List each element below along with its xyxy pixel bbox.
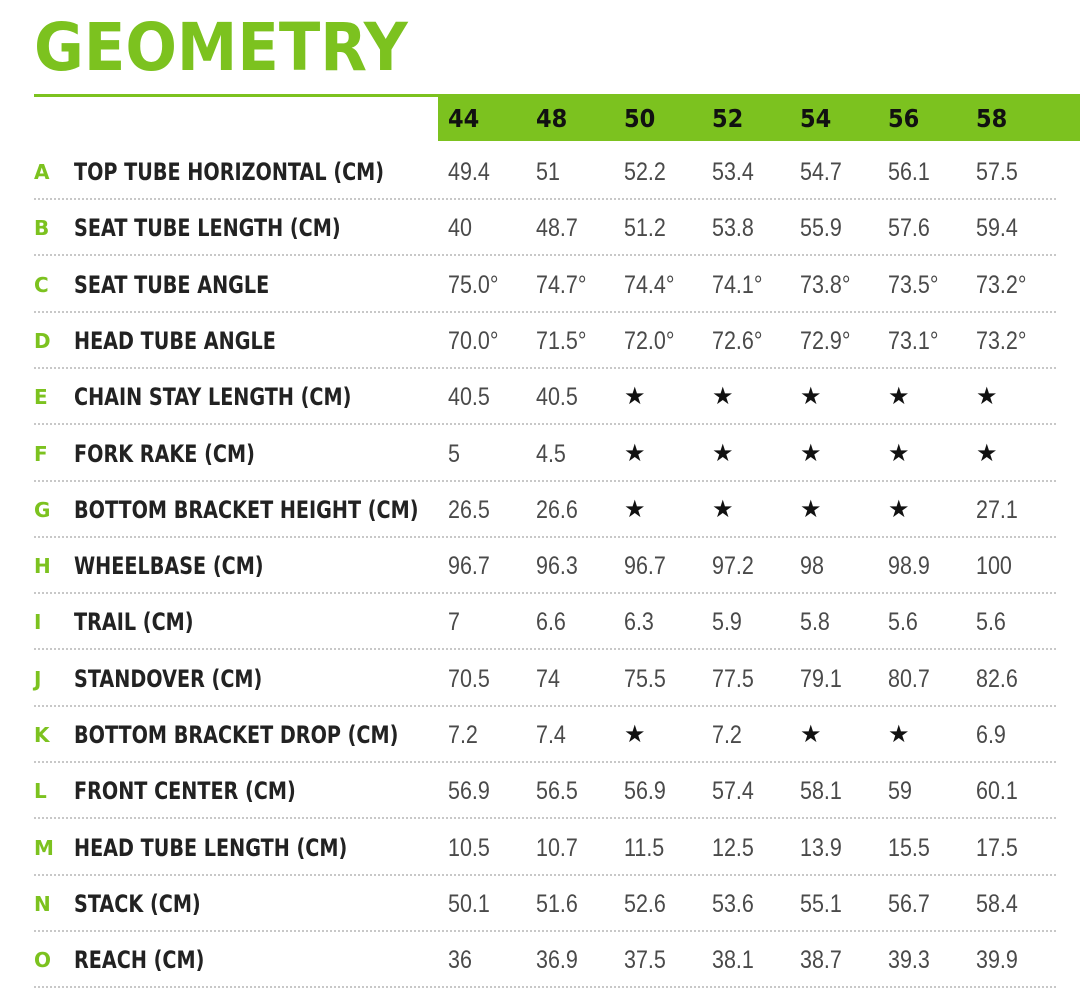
row-label: FRONT CENTER (CM) [74, 777, 296, 806]
table-cell: 72.6° [712, 326, 763, 355]
table-cell: 75.5 [624, 664, 666, 693]
table-cell: 96.3 [536, 552, 578, 581]
row-label: HEAD TUBE LENGTH (CM) [74, 833, 348, 862]
table-cell: 96.7 [624, 552, 666, 581]
table-cell: 53.8 [712, 214, 754, 243]
table-cell: 72.9° [800, 326, 851, 355]
table-cell: 37.5 [624, 946, 666, 975]
table-cell: 53.6 [712, 889, 754, 918]
star-icon: ★ [800, 383, 822, 411]
row-letter: A [34, 160, 50, 184]
table-cell: 7 [448, 608, 460, 637]
table-cell: 59 [888, 777, 912, 806]
table-row [34, 651, 1056, 707]
table-cell: 73.2° [976, 270, 1027, 299]
row-label: CHAIN STAY LENGTH (CM) [74, 383, 352, 412]
table-cell: 56.9 [448, 777, 490, 806]
row-label: HEAD TUBE ANGLE [74, 326, 276, 355]
row-letter: L [34, 779, 47, 804]
table-cell: 74 [536, 664, 560, 693]
row-letter: C [34, 272, 49, 297]
table-cell: 98 [800, 552, 824, 581]
table-row [34, 144, 1056, 200]
table-cell: 57.6 [888, 214, 930, 243]
table-cell: 4.5 [536, 439, 566, 468]
star-icon: ★ [624, 439, 646, 467]
table-cell: 17.5 [976, 833, 1018, 862]
table-cell: 38.7 [800, 946, 842, 975]
table-cell: 5.8 [800, 608, 830, 637]
row-label: SEAT TUBE LENGTH (CM) [74, 214, 341, 243]
row-letter: G [34, 497, 51, 522]
size-header-52: 52 [712, 104, 744, 133]
table-cell: 10.7 [536, 833, 578, 862]
table-row [34, 426, 1056, 482]
table-row [34, 538, 1056, 594]
star-icon: ★ [888, 383, 910, 411]
table-cell: 12.5 [712, 833, 754, 862]
table-row [34, 707, 1056, 763]
table-cell: 82.6 [976, 664, 1018, 693]
row-letter: O [34, 948, 52, 973]
table-cell: 38.1 [712, 946, 754, 975]
star-icon: ★ [888, 495, 910, 523]
table-cell: 56.9 [624, 777, 666, 806]
row-label: TOP TUBE HORIZONTAL (CM) [74, 158, 385, 186]
page-title: GEOMETRY [34, 9, 408, 86]
star-icon: ★ [800, 495, 822, 523]
table-cell: 6.3 [624, 608, 654, 637]
size-header-58: 58 [976, 104, 1008, 133]
table-row [34, 932, 1056, 988]
row-label: WHEELBASE (CM) [74, 552, 264, 581]
table-cell: 60.1 [976, 777, 1018, 806]
size-header-54: 54 [800, 104, 832, 133]
row-divider [34, 986, 1056, 988]
row-letter: H [34, 554, 51, 579]
table-cell: 53.4 [712, 158, 754, 186]
table-cell: 39.9 [976, 946, 1018, 975]
table-row [34, 257, 1056, 313]
table-cell: 27.1 [976, 495, 1018, 524]
star-icon: ★ [624, 495, 646, 523]
table-cell: 80.7 [888, 664, 930, 693]
row-letter: B [34, 216, 50, 241]
table-row [34, 820, 1056, 876]
star-icon: ★ [712, 383, 734, 411]
row-label: BOTTOM BRACKET DROP (CM) [74, 721, 399, 749]
row-label: SEAT TUBE ANGLE [74, 270, 270, 299]
table-cell: 48.7 [536, 214, 578, 243]
row-letter: N [34, 891, 51, 916]
table-row [34, 876, 1056, 932]
row-label: REACH (CM) [74, 946, 205, 975]
table-cell: 59.4 [976, 214, 1018, 243]
table-cell: 70.5 [448, 664, 490, 693]
table-cell: 74.4° [624, 270, 675, 299]
table-cell: 36 [448, 946, 472, 975]
star-icon: ★ [800, 721, 822, 748]
table-cell: 79.1 [800, 664, 842, 693]
table-cell: 52.6 [624, 889, 666, 918]
table-cell: 13.9 [800, 833, 842, 862]
row-label: STACK (CM) [74, 889, 201, 918]
star-icon: ★ [624, 721, 646, 748]
row-letter: D [34, 328, 51, 353]
size-header-50: 50 [624, 104, 656, 133]
table-cell: 73.8° [800, 270, 851, 299]
star-icon: ★ [624, 383, 646, 411]
table-cell: 74.1° [712, 270, 763, 299]
size-header-48: 48 [536, 104, 568, 133]
table-cell: 100 [976, 552, 1012, 581]
row-letter: E [34, 385, 48, 410]
table-row [34, 369, 1056, 425]
star-icon: ★ [888, 439, 910, 467]
table-cell: 57.4 [712, 777, 754, 806]
table-cell: 7.2 [448, 721, 478, 749]
table-cell: 51 [536, 158, 560, 186]
table-cell: 71.5° [536, 326, 587, 355]
table-cell: 56.7 [888, 889, 930, 918]
table-row [34, 313, 1056, 369]
row-label: BOTTOM BRACKET HEIGHT (CM) [74, 495, 419, 524]
row-letter: F [34, 441, 48, 466]
table-cell: 5.9 [712, 608, 742, 637]
star-icon: ★ [712, 495, 734, 523]
table-cell: 50.1 [448, 889, 490, 918]
size-header-44: 44 [448, 104, 480, 133]
row-letter: J [34, 666, 42, 691]
table-cell: 73.1° [888, 326, 939, 355]
table-cell: 70.0° [448, 326, 499, 355]
table-cell: 6.9 [976, 721, 1006, 749]
table-cell: 36.9 [536, 946, 578, 975]
table-cell: 97.2 [712, 552, 754, 581]
table-cell: 54.7 [800, 158, 842, 186]
table-cell: 56.5 [536, 777, 578, 806]
table-cell: 40 [448, 214, 472, 243]
table-cell: 73.2° [976, 326, 1027, 355]
row-letter: M [34, 835, 54, 860]
table-cell: 7.4 [536, 721, 566, 749]
table-cell: 77.5 [712, 664, 754, 693]
table-cell: 98.9 [888, 552, 930, 581]
table-row [34, 763, 1056, 819]
table-cell: 52.2 [624, 158, 666, 186]
table-cell: 73.5° [888, 270, 939, 299]
table-cell: 58.1 [800, 777, 842, 806]
star-icon: ★ [888, 721, 910, 748]
star-icon: ★ [976, 383, 998, 411]
row-letter: I [34, 610, 42, 635]
row-label: STANDOVER (CM) [74, 664, 263, 693]
table-row [34, 594, 1056, 650]
table-cell: 75.0° [448, 270, 499, 299]
row-label: TRAIL (CM) [74, 608, 194, 637]
table-cell: 26.5 [448, 495, 490, 524]
table-cell: 49.4 [448, 158, 490, 186]
star-icon: ★ [712, 439, 734, 467]
table-cell: 96.7 [448, 552, 490, 581]
table-cell: 74.7° [536, 270, 587, 299]
table-cell: 39.3 [888, 946, 930, 975]
table-cell: 15.5 [888, 833, 930, 862]
star-icon: ★ [800, 439, 822, 467]
table-row [34, 200, 1056, 256]
table-cell: 5.6 [888, 608, 918, 637]
table-cell: 10.5 [448, 833, 490, 862]
table-cell: 40.5 [536, 383, 578, 412]
table-cell: 40.5 [448, 383, 490, 412]
table-cell: 55.1 [800, 889, 842, 918]
table-cell: 5.6 [976, 608, 1006, 637]
row-letter: K [34, 723, 50, 747]
table-cell: 57.5 [976, 158, 1018, 186]
table-cell: 7.2 [712, 721, 742, 749]
star-icon: ★ [976, 439, 998, 467]
table-cell: 5 [448, 439, 460, 468]
table-cell: 51.6 [536, 889, 578, 918]
table-cell: 56.1 [888, 158, 930, 186]
row-label: FORK RAKE (CM) [74, 439, 255, 468]
table-cell: 55.9 [800, 214, 842, 243]
size-header-56: 56 [888, 104, 920, 133]
table-row [34, 482, 1056, 538]
table-cell: 58.4 [976, 889, 1018, 918]
table-cell: 51.2 [624, 214, 666, 243]
table-cell: 72.0° [624, 326, 675, 355]
table-cell: 26.6 [536, 495, 578, 524]
table-cell: 6.6 [536, 608, 566, 637]
table-cell: 11.5 [624, 833, 665, 862]
